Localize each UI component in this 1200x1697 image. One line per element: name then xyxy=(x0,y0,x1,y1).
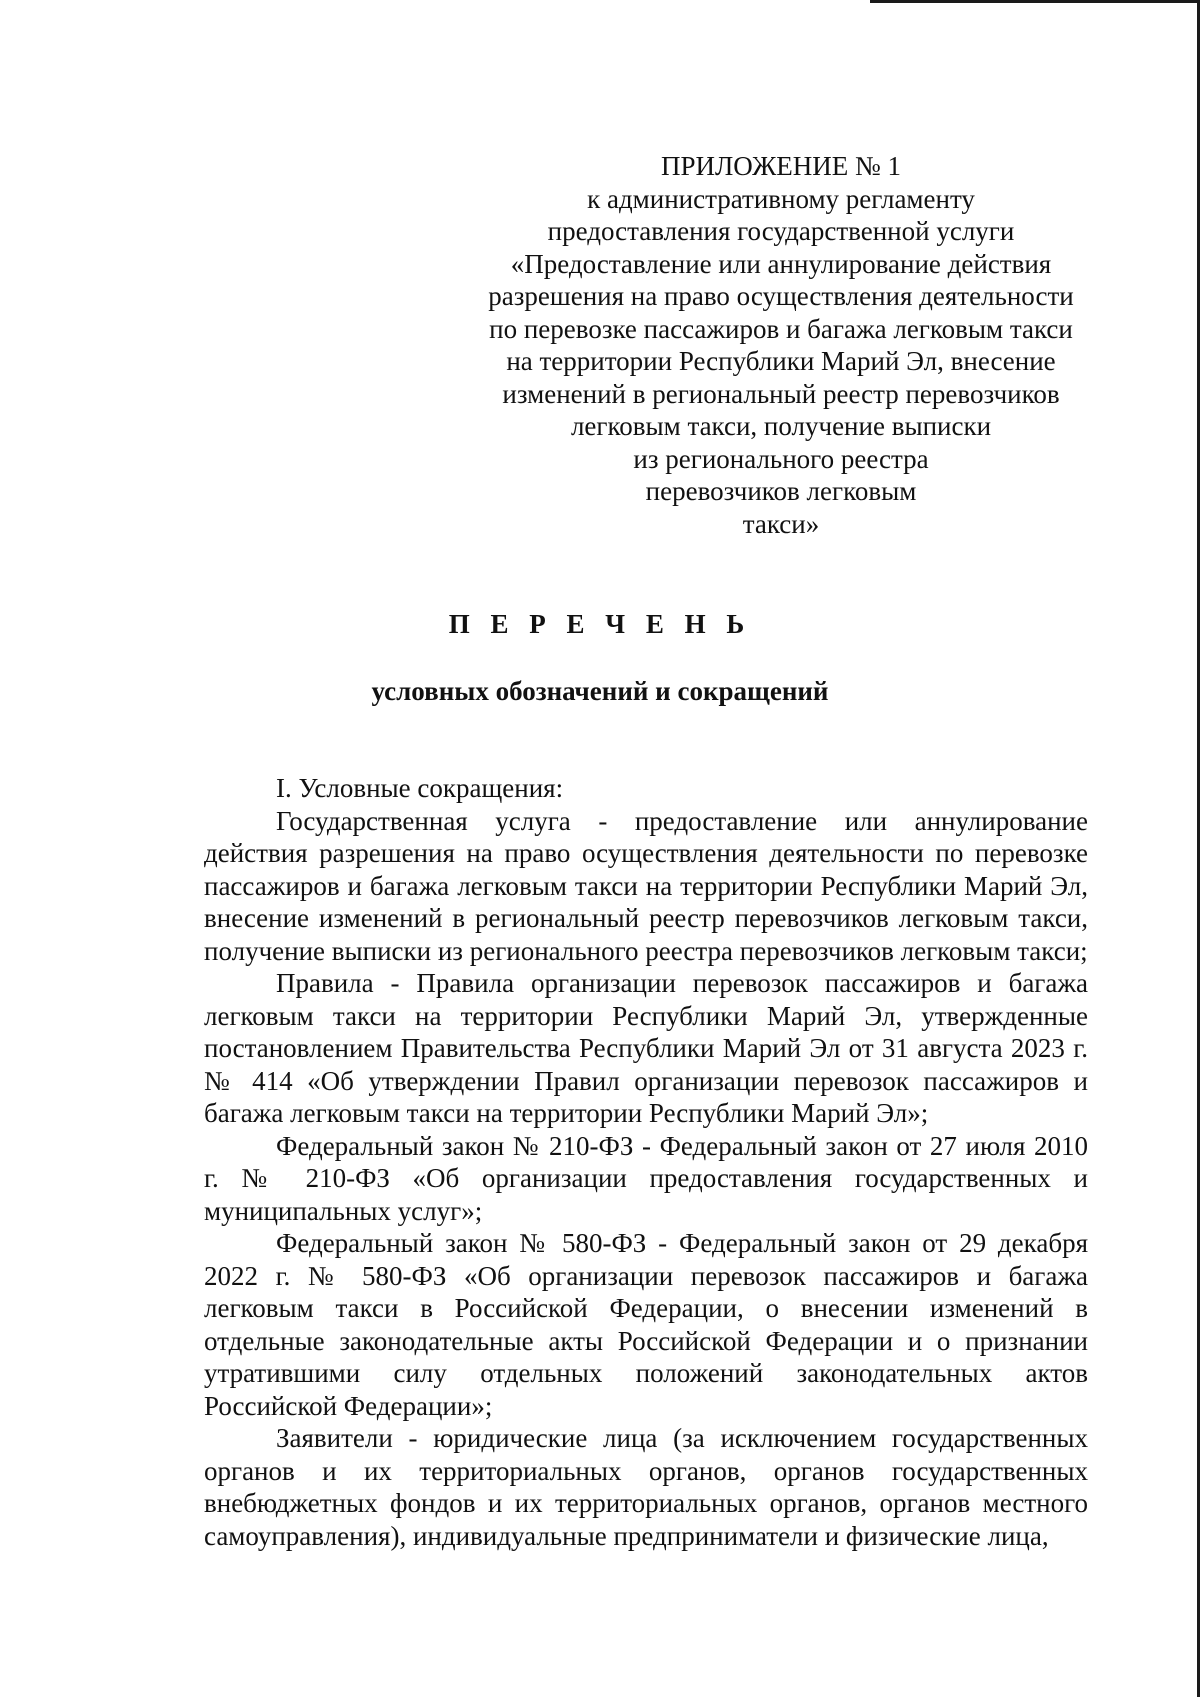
appendix-line: такси» xyxy=(742,508,820,539)
appendix-line: по перевозке пассажиров и багажа легковым такси xyxy=(489,313,1073,344)
appendix-line: на территории Республики Марий Эл, внесение xyxy=(506,346,1056,376)
definition-paragraph: Правила - Правила организации перевозок пассажиров и багажа легковым такси на территории Республики Марий Эл, утвержденные постановлением Правительства Республики Марий Эл от 31 августа 2023 г. № 414 «Об утверждении Правил организации перевозок пассажиров и багажа легковым такси на территории Республики Марий Эл»; xyxy=(204,968,1088,1128)
appendix-line: из регионального реестра xyxy=(633,443,929,474)
document-body xyxy=(204,772,1088,1552)
definition-paragraph: Заявители - юридические лица (за исключением государственных органов и их территориальных органов, органов государственных внебюджетных фондов и их территориальных органов, органов местного самоуправления), индивидуальные предприниматели и физические лица, xyxy=(204,1423,1088,1551)
appendix-line: разрешения на право осуществления деятельности xyxy=(488,281,1074,311)
document-subtitle: условных обозначений и сокращений xyxy=(371,676,829,706)
appendix-line: к административному регламенту xyxy=(587,183,975,214)
appendix-line: ПРИЛОЖЕНИЕ № 1 xyxy=(660,151,902,181)
appendix-line: легковым такси, получение выписки xyxy=(570,411,992,441)
definition-paragraph: Федеральный закон № 580-ФЗ - Федеральный закон от 29 декабря 2022 г. № 580-ФЗ «Об организации перевозок пассажиров и багажа легковым такси в Российской Федерации, о внесении изменений в отдельные законодательные акты Российской Федерации и о признании утратившими силу отдельных положений законодательных актов Российской Федерации»; xyxy=(204,1228,1088,1421)
appendix-line: изменений в региональный реестр перевозчиков xyxy=(502,378,1060,409)
appendix-header xyxy=(478,150,1084,540)
document-title: П Е Р Е Ч Е Н Ь xyxy=(448,609,752,639)
appendix-line: предоставления государственной услуги xyxy=(547,216,1015,246)
appendix-line: перевозчиков легковым xyxy=(645,476,917,506)
appendix-line: «Предоставление или аннулирование действия xyxy=(510,248,1052,279)
section-heading: I. Условные сокращения: xyxy=(276,773,564,803)
definition-paragraph: Федеральный закон № 210-ФЗ - Федеральный закон от 27 июля 2010 г. № 210-ФЗ «Об организации предоставления государственных и муниципальных услуг»; xyxy=(204,1130,1088,1226)
definition-paragraph: Государственная услуга - предоставление или аннулирование действия разрешения на право осуществления деятельности по перевозке пассажиров и багажа легковым такси на территории Республики Марий Эл, внесение изменений в региональный реестр перевозчиков легковым такси, получение выписки из регионального реестра перевозчиков легковым такси; xyxy=(204,805,1088,966)
scan-edge-top xyxy=(870,0,1200,3)
